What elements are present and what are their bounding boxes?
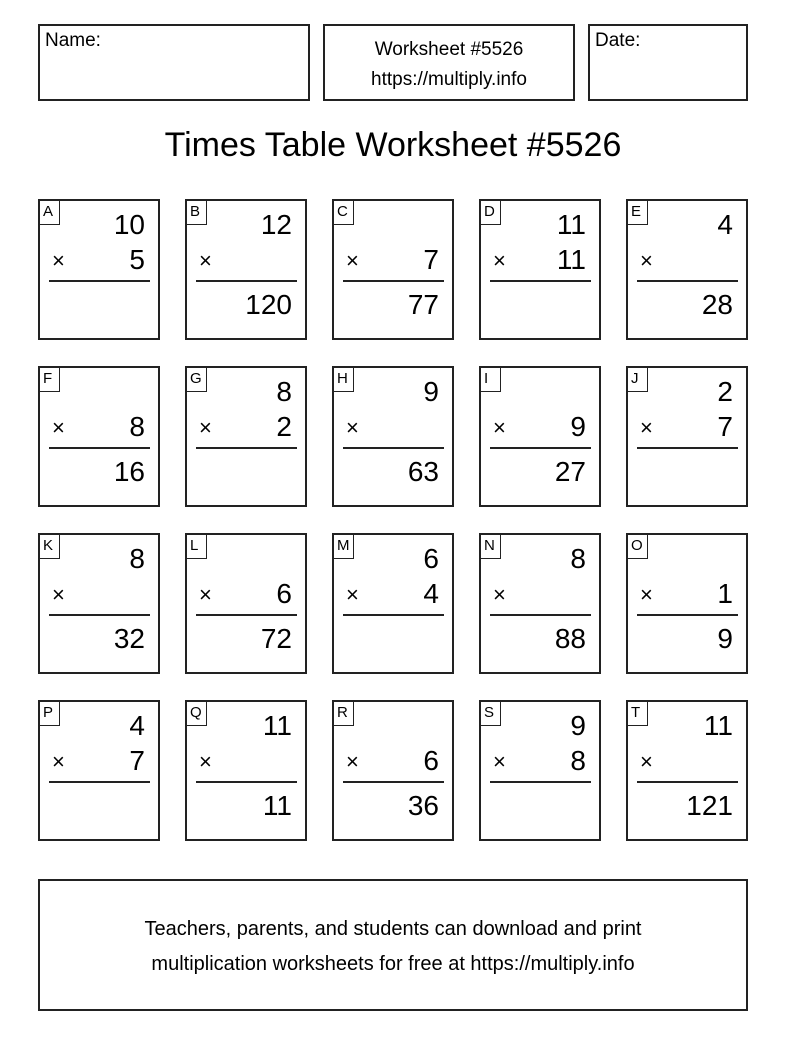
- times-symbol: ×: [346, 248, 359, 273]
- times-symbol: ×: [640, 415, 653, 440]
- first-factor[interactable]: 10: [113, 209, 145, 240]
- product[interactable]: 11: [262, 790, 292, 821]
- second-factor[interactable]: 6: [276, 578, 292, 609]
- problem-letter: F: [40, 368, 60, 392]
- problem-letter: M: [334, 535, 354, 559]
- problem-card: [185, 533, 307, 674]
- problem-letter: A: [40, 201, 60, 225]
- worksheet-url: https://multiply.info: [371, 69, 527, 90]
- problem-card: [38, 199, 160, 340]
- times-symbol: ×: [346, 582, 359, 607]
- problem-letter: D: [481, 201, 501, 225]
- product[interactable]: 9: [717, 623, 733, 654]
- page-title: Times Table Worksheet #5526: [164, 126, 622, 164]
- footer-line-1: Teachers, parents, and students can download and print: [144, 918, 642, 940]
- product[interactable]: 77: [407, 289, 439, 320]
- second-factor[interactable]: 6: [423, 745, 439, 776]
- problem-letter: N: [481, 535, 501, 559]
- problem-letter: I: [481, 368, 501, 392]
- problem-card: [38, 533, 160, 674]
- second-factor[interactable]: 11: [556, 244, 586, 275]
- times-symbol: ×: [493, 749, 506, 774]
- answer-rule: [490, 614, 591, 616]
- product[interactable]: 120: [245, 289, 292, 320]
- times-symbol: ×: [52, 582, 65, 607]
- product[interactable]: 16: [113, 456, 145, 487]
- answer-rule: [490, 447, 591, 449]
- problem-card: [38, 366, 160, 507]
- answer-rule: [637, 781, 738, 783]
- product[interactable]: 36: [407, 790, 439, 821]
- worksheet-number: Worksheet #5526: [374, 39, 524, 60]
- first-factor[interactable]: 8: [570, 543, 586, 574]
- problem-card: [626, 700, 748, 841]
- problem-letter: O: [628, 535, 648, 559]
- problem-card: [38, 700, 160, 841]
- first-factor[interactable]: 9: [570, 710, 586, 741]
- problem-card: [185, 700, 307, 841]
- second-factor[interactable]: 8: [570, 745, 586, 776]
- answer-rule: [343, 781, 444, 783]
- answer-rule: [196, 614, 297, 616]
- problem-card: [626, 199, 748, 340]
- first-factor[interactable]: 9: [423, 376, 439, 407]
- second-factor[interactable]: 4: [423, 578, 439, 609]
- answer-rule: [196, 447, 297, 449]
- footer-box: [38, 879, 748, 1011]
- first-factor[interactable]: 11: [262, 710, 292, 741]
- problem-letter: S: [481, 702, 501, 726]
- times-symbol: ×: [640, 248, 653, 273]
- first-factor[interactable]: 11: [703, 710, 733, 741]
- first-factor[interactable]: 11: [556, 209, 586, 240]
- answer-rule: [49, 614, 150, 616]
- product[interactable]: 121: [686, 790, 733, 821]
- first-factor[interactable]: 2: [717, 376, 733, 407]
- problem-card: [332, 533, 454, 674]
- times-symbol: ×: [52, 749, 65, 774]
- problem-card: [332, 700, 454, 841]
- times-symbol: ×: [199, 248, 212, 273]
- problem-card: [479, 700, 601, 841]
- first-factor[interactable]: 6: [423, 543, 439, 574]
- answer-rule: [196, 781, 297, 783]
- problem-card: [626, 366, 748, 507]
- answer-rule: [49, 280, 150, 282]
- answer-rule: [49, 447, 150, 449]
- answer-rule: [637, 614, 738, 616]
- product[interactable]: 88: [554, 623, 586, 654]
- first-factor[interactable]: 8: [129, 543, 145, 574]
- footer-line-2: multiplication worksheets for free at https://multiply.info: [151, 953, 635, 975]
- problem-letter: G: [187, 368, 207, 392]
- times-symbol: ×: [52, 248, 65, 273]
- times-symbol: ×: [640, 749, 653, 774]
- answer-rule: [490, 280, 591, 282]
- problem-letter: B: [187, 201, 207, 225]
- times-symbol: ×: [52, 415, 65, 440]
- times-symbol: ×: [493, 248, 506, 273]
- second-factor[interactable]: 9: [570, 411, 586, 442]
- first-factor[interactable]: 4: [717, 209, 733, 240]
- problem-letter: T: [628, 702, 648, 726]
- answer-rule: [196, 280, 297, 282]
- date-label: Date:: [595, 30, 641, 51]
- second-factor[interactable]: 2: [276, 411, 292, 442]
- problem-letter: H: [334, 368, 354, 392]
- product[interactable]: 32: [113, 623, 145, 654]
- times-symbol: ×: [346, 415, 359, 440]
- problem-letter: R: [334, 702, 354, 726]
- answer-rule: [490, 781, 591, 783]
- problem-card: [185, 366, 307, 507]
- date-field-box[interactable]: [588, 24, 748, 101]
- second-factor[interactable]: 7: [129, 745, 145, 776]
- second-factor[interactable]: 8: [129, 411, 145, 442]
- second-factor[interactable]: 5: [129, 244, 145, 275]
- problem-card: [479, 366, 601, 507]
- answer-rule: [343, 280, 444, 282]
- problem-card: [332, 199, 454, 340]
- product[interactable]: 63: [407, 456, 439, 487]
- problem-letter: E: [628, 201, 648, 225]
- answer-rule: [343, 614, 444, 616]
- problem-letter: P: [40, 702, 60, 726]
- times-symbol: ×: [346, 749, 359, 774]
- problem-card: [479, 199, 601, 340]
- answer-rule: [637, 447, 738, 449]
- first-factor[interactable]: 4: [129, 710, 145, 741]
- problem-letter: C: [334, 201, 354, 225]
- first-factor[interactable]: 12: [260, 209, 292, 240]
- problem-card: [185, 199, 307, 340]
- problem-letter: J: [628, 368, 648, 392]
- problem-letter: Q: [187, 702, 207, 726]
- product[interactable]: 27: [554, 456, 586, 487]
- second-factor[interactable]: 7: [423, 244, 439, 275]
- problem-letter: K: [40, 535, 60, 559]
- product[interactable]: 72: [260, 623, 292, 654]
- worksheet-info-box: [323, 24, 575, 101]
- first-factor[interactable]: 8: [276, 376, 292, 407]
- problem-card: [626, 533, 748, 674]
- product[interactable]: 28: [701, 289, 733, 320]
- second-factor[interactable]: 1: [717, 578, 733, 609]
- times-symbol: ×: [640, 582, 653, 607]
- problem-letter: L: [187, 535, 207, 559]
- name-field-box[interactable]: [38, 24, 310, 101]
- problem-card: [479, 533, 601, 674]
- second-factor[interactable]: 7: [717, 411, 733, 442]
- times-symbol: ×: [493, 415, 506, 440]
- times-symbol: ×: [199, 749, 212, 774]
- times-symbol: ×: [493, 582, 506, 607]
- problem-card: [332, 366, 454, 507]
- times-symbol: ×: [199, 582, 212, 607]
- answer-rule: [343, 447, 444, 449]
- answer-rule: [637, 280, 738, 282]
- name-label: Name:: [45, 30, 101, 51]
- times-symbol: ×: [199, 415, 212, 440]
- answer-rule: [49, 781, 150, 783]
